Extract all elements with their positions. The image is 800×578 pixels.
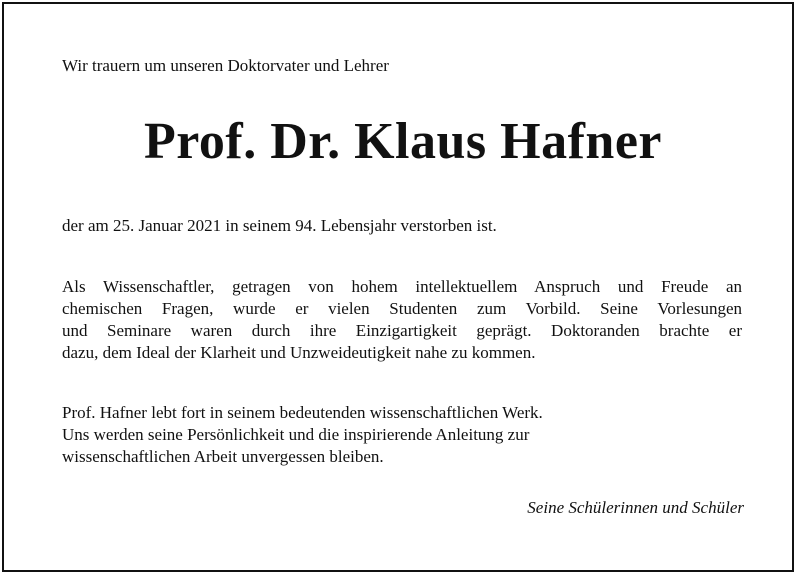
tribute-line: chemischen Fragen, wurde er vielen Studenten zum Vorbild. Seine Vorlesungen bbox=[62, 299, 742, 318]
death-date-line: der am 25. Januar 2021 in seinem 94. Lebensjahr verstorben ist. bbox=[62, 216, 497, 235]
tribute-line: dazu, dem Ideal der Klarheit und Unzweideutigkeit nahe zu kommen. bbox=[62, 343, 536, 362]
tribute-line: Als Wissenschaftler, getragen von hohem intellektuellem Anspruch und Freude an bbox=[62, 277, 742, 296]
legacy-line: wissenschaftlichen Arbeit unvergessen bleiben. bbox=[62, 447, 384, 466]
intro-line: Wir trauern um unseren Doktorvater und Lehrer bbox=[62, 56, 389, 75]
signature: Seine Schülerinnen und Schüler bbox=[527, 498, 744, 517]
deceased-name: Prof. Dr. Klaus Hafner bbox=[144, 113, 662, 170]
legacy-line: Uns werden seine Persönlichkeit und die inspirierende Anleitung zur bbox=[62, 425, 530, 444]
notice-border bbox=[2, 2, 794, 572]
tribute-paragraph bbox=[62, 276, 742, 364]
legacy-paragraph bbox=[62, 402, 742, 468]
legacy-line: Prof. Hafner lebt fort in seinem bedeutenden wissenschaftlichen Werk. bbox=[62, 403, 543, 422]
tribute-line: und Seminare waren durch ihre Einzigartigkeit geprägt. Doktoranden brachte er bbox=[62, 321, 742, 340]
